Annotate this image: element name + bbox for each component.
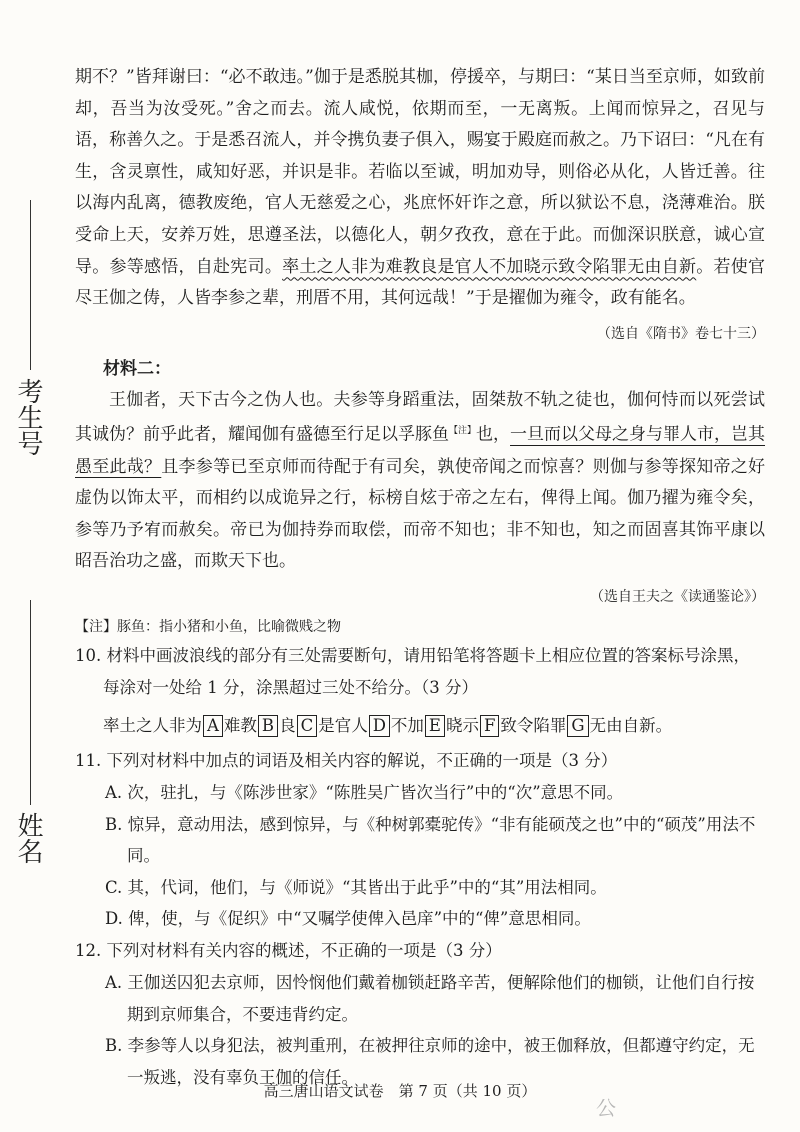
exam-number-line — [30, 200, 31, 370]
material1-text: 期不？”皆拜谢曰：“必不敢违。”伽于是悉脱其枷，停援卒，与期曰：“某日当至京师，如致前却，吾当为汝受死。”舍之而去。流人咸悦，依期而至，一无离叛。上闻而惊异之，召见与语，称善久之。于是悉召流人，并令携负妻子俱入，赐宴于殿庭而赦之。乃下诏曰：“凡在有生，含灵禀性，咸知好恶，并识是非。若临以至诚，明加劝导，则俗必从化，人皆迁善。往以海内乱离，德教废绝，官人无慈爱之心，兆庶怀奸诈之意，所以狱讼不息，浇薄难治。朕受命上天，安养万姓，思遵圣法，以德化人，朝夕孜孜，意在于此。而伽深识朕意，诚心宣导。参等感悟，自赴宪司。 — [75, 67, 765, 277]
material2-text-1: 王伽者，天下古今之伪人也。夫参等身蹈重法，固桀敖不轨之徒也，伽何恃而以死尝试其诚伪？前乎此者，耀闻伽有盛德至行足以孚豚鱼 — [75, 389, 765, 445]
answer-box-g[interactable]: G — [567, 715, 588, 737]
page-footer: 高三唐山语文试卷 第 7 页（共 10 页） — [263, 1082, 537, 1100]
material1-source: （选自《隋书》卷七十三） — [597, 325, 765, 342]
q11-option-d: D. 俾，使，与《促织》中“又嘱学使俾入邑庠”中的“俾”意思相同。 — [105, 909, 591, 929]
exam-page-content — [75, 62, 765, 1093]
segment-text: 不加 — [390, 715, 424, 735]
question-11: 11. 下列对材料中加点的词语及相关内容的解说，不正确的一项是（3 分） — [75, 750, 618, 770]
binding-margin — [0, 0, 62, 1132]
segment-text: 无由自新。 — [589, 715, 673, 735]
name-line — [30, 600, 31, 805]
name-label: 姓名 — [13, 812, 43, 864]
q11-option-a: A. 次，驻扎，与《陈涉世家》“陈胜吴广皆次当行”中的“次”意思不同。 — [105, 783, 624, 803]
underlined-sentence: 一旦而以父母之身与罪人市，岂其愚至此哉？ — [75, 425, 766, 477]
segment-text: 是官人 — [318, 715, 368, 735]
material2-source: （选自王夫之《读通鉴论》） — [590, 588, 765, 605]
exam-number-label: 考生号 — [13, 378, 43, 456]
footnote: 【注】豚鱼：指小猪和小鱼，比喻微贱之物 — [75, 618, 341, 635]
answer-box-a[interactable]: A — [203, 715, 223, 737]
q12-option-b: B. 李参等人以身犯法，被判重刑，在被押往京师的途中，被王伽释放，但都遵守约定，无一叛逃，没有辜负王伽的信任。 — [105, 1036, 755, 1087]
material2-text-2: 也， — [476, 425, 511, 445]
segment-text: 良 — [279, 715, 296, 735]
segment-text: 致令陷罪 — [500, 715, 567, 735]
answer-box-e[interactable]: E — [425, 715, 445, 737]
wavy-underlined-passage: 率土之人非为难教良是官人不加晓示致令陷罪无由自新 — [282, 256, 697, 277]
material1-tail: 。若使官尽王伽之俦，人皆李参之辈，刑厝不用，其何远哉！”于是擢伽为雍令，政有能名。 — [75, 256, 766, 309]
material1-paragraph — [75, 62, 765, 315]
material2-text-3: 且李参等已至京师而待配于有司矣，孰使帝闻之而惊喜？则伽与参等探知帝之好虚伪以饰太平，而相约以成诡异之行，标榜自炫于帝之左右，俾得上闻。伽乃擢为雍令矣，参等乃予宥而赦矣。帝已为伽持券而取偿，而帝不知也；非不知也，知之而固喜其饰平康以昭吾治功之盛，而欺天下也。 — [75, 456, 766, 572]
q11-option-c: C. 其，代词，他们，与《师说》“其皆出于此乎”中的“其”用法相同。 — [105, 877, 607, 897]
answer-box-f[interactable]: F — [480, 715, 499, 737]
material2-heading: 材料二： — [103, 358, 171, 379]
q11-option-b: B. 惊异，意动用法，感到惊异，与《种树郭橐驼传》“非有能硕茂之也”中的“硕茂”用法不同。 — [105, 814, 756, 866]
question-10: 10. 材料中画波浪线的部分有三处需要断句，请用铅笔将答题卡上相应位置的答案标号涂黑，每涂对一处给 1 分，涂黑超过三处不给分。（3 分） — [75, 645, 750, 698]
answer-box-b[interactable]: B — [258, 715, 278, 737]
q12-option-a: A. 王伽送囚犯去京师，因怜悯他们戴着枷锁赶路辛苦，便解除他们的枷锁，让他们自行按期到京师集合，不要违背约定。 — [105, 973, 755, 1024]
material2-paragraph — [75, 385, 765, 578]
answer-box-c[interactable]: C — [297, 715, 318, 737]
q10-segmented-sentence — [103, 709, 765, 743]
segment-text: 晓示 — [445, 715, 479, 735]
question-12: 12. 下列对材料有关内容的概述，不正确的一项是（3 分） — [75, 940, 502, 960]
segment-text: 率土之人非为 — [103, 715, 202, 735]
note-marker: 【注】 — [449, 426, 477, 437]
corner-watermark: 公 — [596, 1096, 616, 1120]
answer-box-d[interactable]: D — [369, 715, 390, 737]
segment-text: 难教 — [223, 715, 257, 735]
